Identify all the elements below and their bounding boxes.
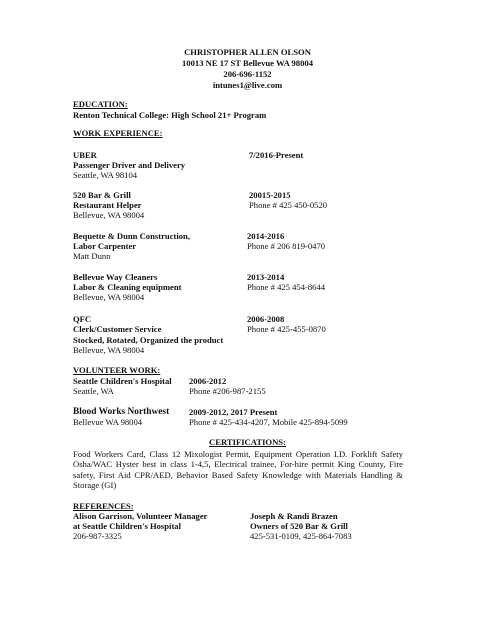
job-employer: Bellevue Way Cleaners (73, 272, 158, 282)
job-location: Bellevue, WA 98004 (73, 345, 145, 355)
job-location: Seattle, WA 98104 (73, 170, 138, 180)
job-phone: Phone # 425 454-8644 (247, 282, 326, 292)
volunteer-dates: 2006-2012 (189, 376, 227, 386)
job-title: Restaurant Helper (73, 200, 142, 210)
resume-phone: 206-696-1152 (223, 69, 272, 79)
volunteer-location: Seattle, WA (73, 386, 114, 396)
job-dates: 7/2016-Present (249, 150, 304, 160)
reference-name: Joseph & Randi Brazen (250, 511, 338, 521)
certifications-heading: CERTIFICATIONS: (209, 437, 286, 447)
job-employer: Bequette & Dunn Construction, (73, 231, 190, 241)
job-employer: 520 Bar & Grill (73, 190, 131, 200)
education-entry: Renton Technical College: High School 21+ Program (73, 110, 267, 120)
work-heading: WORK EXPERIENCE: (73, 128, 163, 138)
resume-email: intunes1@live.com (212, 80, 283, 90)
volunteer-org: Seattle Children's Hospital (73, 376, 172, 386)
job-location: Bellevue, WA 98004 (73, 210, 145, 220)
education-heading: EDUCATION: (73, 99, 128, 109)
reference-phone: 425-531-0109, 425-864-7083 (250, 531, 352, 541)
job-employer: UBER (73, 150, 97, 160)
reference-phone: 206-987-3325 (73, 531, 122, 541)
job-dates: 2014-2016 (247, 231, 285, 241)
volunteer-org: Blood Works Northwest (73, 407, 170, 417)
reference-org: Owners of 520 Bar & Grill (250, 521, 348, 531)
job-title: Labor & Cleaning equipment (73, 282, 182, 292)
job-phone: Phone # 206 819-0470 (247, 241, 326, 251)
job-title: Passenger Driver and Delivery (73, 160, 186, 170)
reference-name: Alison Garrison, Volunteer Manager (73, 511, 208, 521)
job-location: Matt Dunn (73, 251, 111, 261)
reference-org: at Seattle Children's Hospital (73, 521, 181, 531)
volunteer-location: Bellevue WA 98004 (73, 417, 143, 427)
job-title: Clerk/Customer Service (73, 324, 162, 334)
job-phone: Phone # 425-455-0870 (247, 324, 326, 334)
resume-address: 10013 NE 17 ST Bellevue WA 98004 (182, 58, 313, 68)
volunteer-heading: VOLUNTEER WORK: (73, 365, 161, 375)
resume-name: CHRISTOPHER ALLEN OLSON (184, 47, 311, 57)
job-title: Labor Carpenter (73, 241, 137, 251)
job-location: Bellevue, WA 98004 (73, 292, 145, 302)
references-heading: REFERENCES: (73, 501, 134, 511)
job-dates: 20015-2015 (249, 190, 291, 200)
job-dates: 2006-2008 (247, 314, 285, 324)
job-employer: QFC (73, 314, 92, 324)
volunteer-phone: Phone # 425-434-4207, Mobile 425-894-5099 (189, 417, 348, 427)
volunteer-phone: Phone #206-987-2155 (189, 386, 266, 396)
volunteer-dates: 2009-2012, 2017 Present (189, 407, 278, 417)
job-phone: Phone # 425 450-0520 (249, 200, 328, 210)
certifications-text: Food Workers Card, Class 12 Mixologist Permit, Equipment Operation I.D. Forklift Safety Osha/WAC Hyster best in class 1-4,5, Electrical trainee, For-hire permit King County, Fire safety, First Aid CPR/AED, Behavior Based Safety Knowledge with Materials Handling & Storage (GI) (73, 449, 403, 491)
job-extra: Stocked, Rotated, Organized the product (73, 335, 224, 345)
job-dates: 2013-2014 (247, 272, 285, 282)
